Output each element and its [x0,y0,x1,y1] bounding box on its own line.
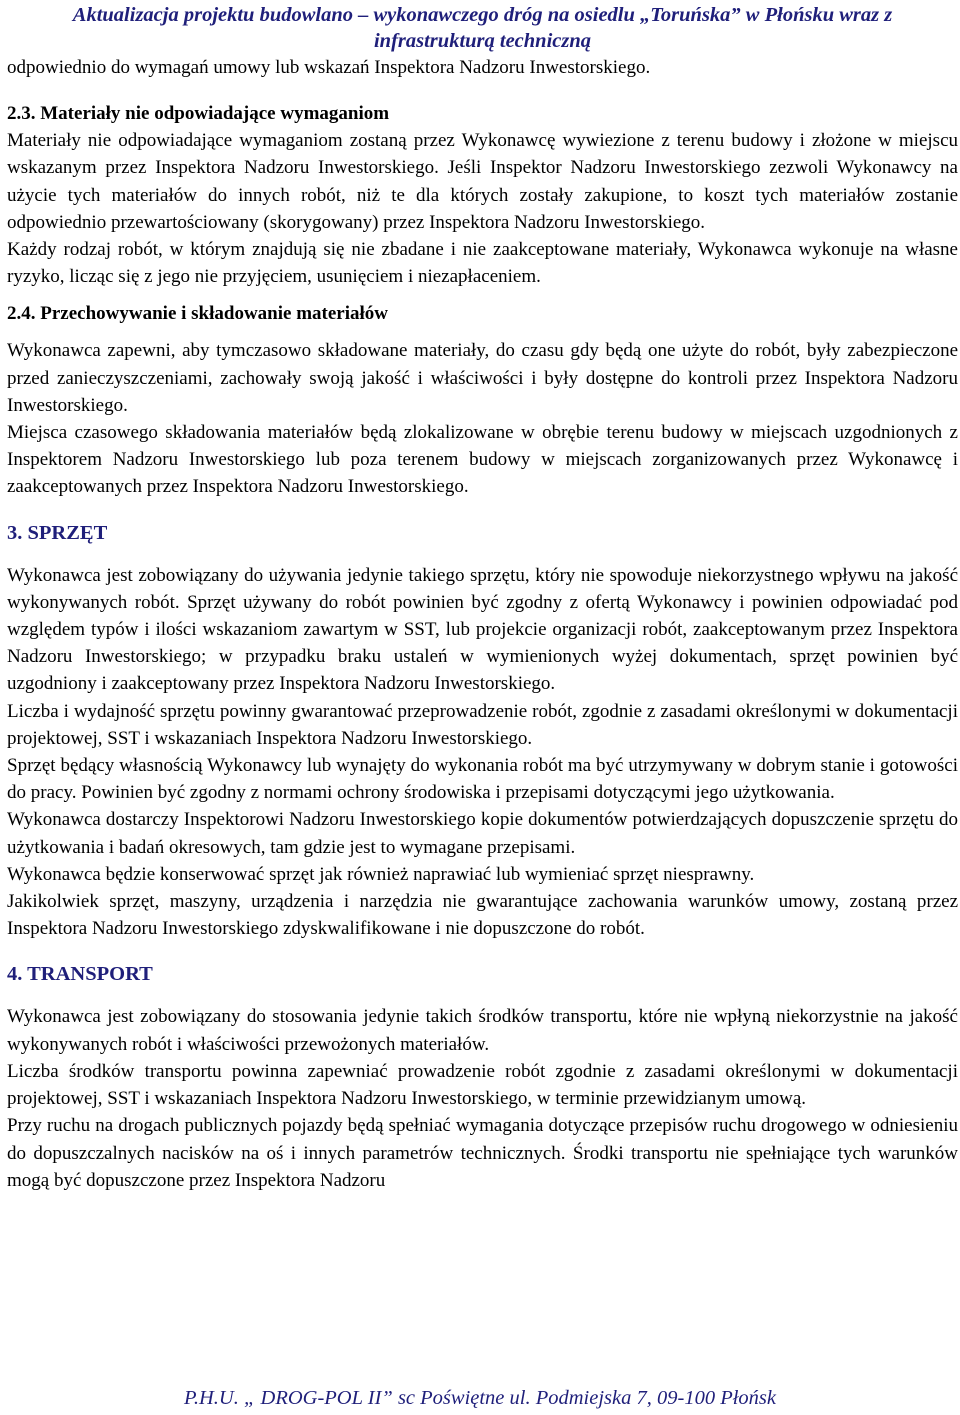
section-2-4-paragraph-1: Wykonawca zapewni, aby tymczasowo składowane materiały, do czasu gdy będą one użyte do robót, były zabezpieczone przed zanieczyszczeniami, zachowały swoją jakość i właściwości i były dostępne do kontroli przez Inspektora Nadzoru Inwestorskiego. [7,340,958,416]
section-3-heading: 3. SPRZĘT [7,521,108,544]
section-2-3-heading: 2.3. Materiały nie odpowiadające wymaganiom [7,103,390,125]
section-3-paragraph-2: Liczba i wydajność sprzętu powinny gwarantować przeprowadzenie robót, zgodnie z zasadami określonymi w dokumentacji projektowej, SST i wskazaniach Inspektora Nadzoru Inwestorskiego. [7,700,958,749]
section-3-paragraph-1: Wykonawca jest zobowiązany do używania jedynie takiego sprzętu, który nie spowoduje niekorzystnego wpływu na jakość wykonywanych robót. Sprzęt używany do robót powinien być zgodny z ofertą Wykonawcy i powinien odpowiadać pod względem typów i ilości wskazaniom zawartym w SST, lub projekcie organizacji robót, zaakceptowanym przez Inspektora Nadzoru Inwestorskiego; w przypadku braku ustaleń w wymienionych wyżej dokumentach, sprzęt powinien być uzgodniony i zaakceptowany przez Inspektora Nadzoru Inwestorskiego. [7,564,958,695]
section-3-paragraph-4: Wykonawca dostarczy Inspektorowi Nadzoru Inwestorskiego kopie dokumentów potwierdzających dopuszczenie sprzętu do użytkowania i badań okresowych, tam gdzie jest to wymagane przepisami. [7,809,958,858]
document-page [7,0,958,1194]
section-2-3-paragraph-1: Materiały nie odpowiadające wymaganiom zostaną przez Wykonawcę wywiezione z terenu budowy i złożone w miejscu wskazanym przez Inspektora Nadzoru Inwestorskiego. Jeśli Inspektor Nadzoru Inwestorskiego zezwoli Wykonawcy na użycie tych materiałów do innych robót, niż te dla których zostały zakupione, to koszt tych materiałów zostanie odpowiednio przewartościowany (skorygowany) przez Inspektora Nadzoru Inwestorskiego. [7,130,958,233]
running-footer: P.H.U. „ DROG-POL II” sc Poświętne ul. Podmiejska 7, 09-100 Płońsk [184,1387,776,1409]
section-3-paragraph-5: Wykonawca będzie konserwować sprzęt jak również naprawiać lub wymieniać sprzęt niesprawny. [7,863,755,885]
section-4-paragraph-2: Liczba środków transportu powinna zapewniać prowadzenie robót zgodnie z zasadami określonymi w dokumentacji projektowej, SST i wskazaniach Inspektora Nadzoru Inwestorskiego, w terminie przewidzianym umową. [7,1060,958,1110]
header-line-2: infrastrukturą techniczną [373,30,592,52]
section-4-paragraph-1: Wykonawca jest zobowiązany do stosowania jedynie takich środków transportu, które nie wpłyną niekorzystnie na jakość wykonywanych robót i właściwości przewożonych materiałów. [7,1006,958,1055]
section-2-4-heading: 2.4. Przechowywanie i składowanie materiałów [7,303,389,325]
section-3-paragraph-3: Sprzęt będący własnością Wykonawcy lub wynajęty do wykonania robót ma być utrzymywany w dobrym stanie i gotowości do pracy. Powinien być zgodny z normami ochrony środowiska i przepisami dotyczącymi jego użytkowania. [7,755,958,804]
running-header [7,0,958,54]
section-4-heading: 4. TRANSPORT [7,963,153,986]
section-2-3-paragraph-2: Każdy rodzaj robót, w którym znajdują się nie zbadane i nie zaakceptowane materiały, Wykonawca wykonuje na własne ryzyko, licząc się z jego nie przyjęciem, usunięciem i niezapłaceniem. [7,239,958,288]
section-4-paragraph-3: Przy ruchu na drogach publicznych pojazdy będą spełniać wymagania dotyczące przepisów ruchu drogowego w odniesieniu do dopuszczalnych nacisków na oś i innych parametrów technicznych. Środki transportu nie spełniające tych warunków mogą być dopuszczone przez Inspektora Nadzoru [7,1115,958,1191]
intro-paragraph: odpowiednio do wymagań umowy lub wskazań Inspektora Nadzoru Inwestorskiego. [7,57,651,78]
section-3-paragraph-6: Jakikolwiek sprzęt, maszyny, urządzenia i narzędzia nie gwarantujące zachowania warunków umowy, zostaną przez Inspektora Nadzoru Inwestorskiego zdyskwalifikowane i nie dopuszczone do robót. [7,891,958,940]
section-2-4-paragraph-2: Miejsca czasowego składowania materiałów będą zlokalizowane w obrębie terenu budowy w miejscach uzgodnionych z Inspektorem Nadzoru Inwestorskiego lub poza terenem budowy w miejscach zorganizowanych przez Wykonawcę i zaakceptowanych przez Inspektora Nadzoru Inwestorskiego. [7,422,958,498]
header-line-1: Aktualizacja projektu budowlano – wykonawczego dróg na osiedlu „Toruńska” w Płońsku wraz z [72,4,893,26]
